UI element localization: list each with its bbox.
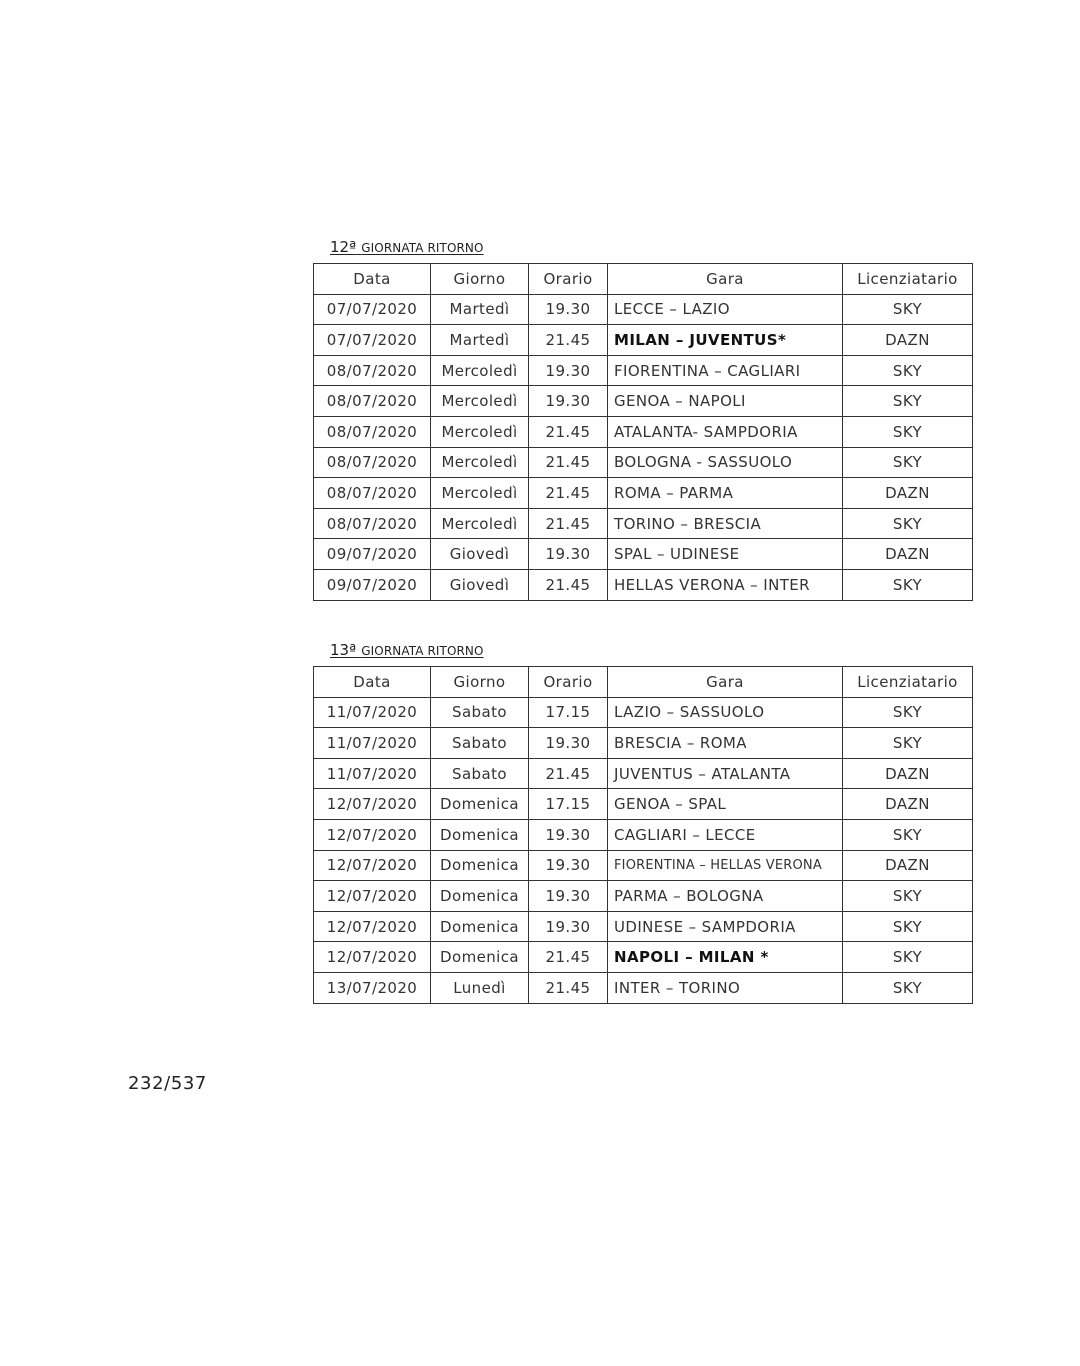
cell-giorno: Giovedì (431, 569, 529, 600)
cell-licenziatario: DAZN (843, 850, 973, 881)
round-12-section (313, 236, 972, 601)
cell-licenziatario: DAZN (843, 325, 973, 356)
cell-gara: LAZIO – SASSUOLO (608, 697, 843, 728)
cell-data: 08/07/2020 (314, 508, 431, 539)
cell-licenziatario: SKY (843, 911, 973, 942)
cell-orario: 17.15 (529, 789, 608, 820)
cell-orario: 19.30 (529, 881, 608, 912)
cell-gara: ATALANTA- SAMPDORIA (608, 416, 843, 447)
schedule-table-round-13 (313, 666, 973, 1004)
cell-orario: 19.30 (529, 294, 608, 325)
table-row (314, 539, 973, 570)
cell-giorno: Domenica (431, 850, 529, 881)
cell-giorno: Mercoledì (431, 416, 529, 447)
cell-orario: 21.45 (529, 942, 608, 973)
cell-licenziatario: SKY (843, 416, 973, 447)
cell-gara: UDINESE – SAMPDORIA (608, 911, 843, 942)
table-row (314, 508, 973, 539)
cell-data: 08/07/2020 (314, 447, 431, 478)
table-row (314, 355, 973, 386)
table-row (314, 911, 973, 942)
cell-orario: 19.30 (529, 850, 608, 881)
cell-data: 13/07/2020 (314, 972, 431, 1003)
cell-data: 07/07/2020 (314, 325, 431, 356)
cell-licenziatario: SKY (843, 355, 973, 386)
cell-licenziatario: DAZN (843, 478, 973, 509)
table-row (314, 294, 973, 325)
table-row (314, 819, 973, 850)
header-gara: Gara (608, 264, 843, 295)
cell-giorno: Giovedì (431, 539, 529, 570)
header-giorno: Giorno (431, 667, 529, 698)
table-row (314, 697, 973, 728)
cell-giorno: Domenica (431, 819, 529, 850)
cell-licenziatario: DAZN (843, 758, 973, 789)
table-row (314, 728, 973, 759)
cell-data: 07/07/2020 (314, 294, 431, 325)
cell-giorno: Sabato (431, 728, 529, 759)
cell-gara: BOLOGNA - SASSUOLO (608, 447, 843, 478)
round-13-section (313, 639, 972, 1004)
cell-data: 12/07/2020 (314, 911, 431, 942)
cell-data: 11/07/2020 (314, 728, 431, 759)
cell-data: 12/07/2020 (314, 819, 431, 850)
cell-data: 12/07/2020 (314, 789, 431, 820)
cell-giorno: Lunedì (431, 972, 529, 1003)
cell-licenziatario: DAZN (843, 789, 973, 820)
table-row (314, 569, 973, 600)
cell-data: 09/07/2020 (314, 539, 431, 570)
cell-orario: 19.30 (529, 819, 608, 850)
cell-giorno: Mercoledì (431, 447, 529, 478)
schedule-table-round-12 (313, 263, 973, 601)
cell-orario: 21.45 (529, 508, 608, 539)
cell-gara: BRESCIA – ROMA (608, 728, 843, 759)
cell-giorno: Domenica (431, 789, 529, 820)
cell-gara: GENOA – SPAL (608, 789, 843, 820)
round-13-heading (330, 639, 972, 666)
cell-data: 12/07/2020 (314, 881, 431, 912)
round-12-heading (330, 236, 972, 263)
cell-licenziatario: SKY (843, 819, 973, 850)
cell-giorno: Sabato (431, 697, 529, 728)
table-row (314, 972, 973, 1003)
table-row (314, 478, 973, 509)
table-row (314, 386, 973, 417)
cell-giorno: Mercoledì (431, 508, 529, 539)
header-data: Data (314, 667, 431, 698)
cell-licenziatario: SKY (843, 569, 973, 600)
table-row (314, 942, 973, 973)
cell-gara: MILAN – JUVENTUS* (608, 325, 843, 356)
cell-giorno: Domenica (431, 942, 529, 973)
header-orario: Orario (529, 264, 608, 295)
round-number: 12ª (330, 238, 357, 256)
header-orario: Orario (529, 667, 608, 698)
table-row (314, 416, 973, 447)
cell-data: 12/07/2020 (314, 850, 431, 881)
cell-giorno: Mercoledì (431, 478, 529, 509)
cell-orario: 19.30 (529, 539, 608, 570)
round-label: GIORNATA RITORNO (361, 644, 484, 658)
cell-licenziatario: SKY (843, 697, 973, 728)
cell-licenziatario: SKY (843, 972, 973, 1003)
cell-orario: 21.45 (529, 447, 608, 478)
cell-giorno: Mercoledì (431, 355, 529, 386)
cell-giorno: Domenica (431, 881, 529, 912)
cell-giorno: Mercoledì (431, 386, 529, 417)
cell-orario: 19.30 (529, 728, 608, 759)
cell-orario: 19.30 (529, 355, 608, 386)
cell-gara: TORINO – BRESCIA (608, 508, 843, 539)
cell-licenziatario: SKY (843, 881, 973, 912)
cell-orario: 21.45 (529, 972, 608, 1003)
cell-orario: 21.45 (529, 569, 608, 600)
cell-licenziatario: SKY (843, 447, 973, 478)
cell-orario: 17.15 (529, 697, 608, 728)
cell-gara: PARMA – BOLOGNA (608, 881, 843, 912)
cell-gara: FIORENTINA – HELLAS VERONA (608, 850, 843, 881)
header-licenziatario: Licenziatario (843, 667, 973, 698)
cell-giorno: Domenica (431, 911, 529, 942)
cell-gara: FIORENTINA – CAGLIARI (608, 355, 843, 386)
cell-orario: 19.30 (529, 386, 608, 417)
page-number: 232/537 (128, 1073, 207, 1094)
table-row (314, 850, 973, 881)
cell-licenziatario: SKY (843, 294, 973, 325)
header-giorno: Giorno (431, 264, 529, 295)
header-gara: Gara (608, 667, 843, 698)
cell-licenziatario: SKY (843, 728, 973, 759)
header-licenziatario: Licenziatario (843, 264, 973, 295)
cell-orario: 19.30 (529, 911, 608, 942)
cell-data: 08/07/2020 (314, 355, 431, 386)
header-data: Data (314, 264, 431, 295)
cell-data: 08/07/2020 (314, 416, 431, 447)
cell-licenziatario: DAZN (843, 539, 973, 570)
cell-giorno: Sabato (431, 758, 529, 789)
cell-licenziatario: SKY (843, 508, 973, 539)
cell-orario: 21.45 (529, 416, 608, 447)
cell-giorno: Martedì (431, 294, 529, 325)
cell-data: 09/07/2020 (314, 569, 431, 600)
cell-gara: ROMA – PARMA (608, 478, 843, 509)
cell-orario: 21.45 (529, 325, 608, 356)
cell-data: 08/07/2020 (314, 478, 431, 509)
table-row (314, 447, 973, 478)
table-row (314, 881, 973, 912)
cell-gara: LECCE – LAZIO (608, 294, 843, 325)
table-row (314, 789, 973, 820)
cell-licenziatario: SKY (843, 942, 973, 973)
cell-giorno: Martedì (431, 325, 529, 356)
cell-gara: SPAL – UDINESE (608, 539, 843, 570)
cell-orario: 21.45 (529, 758, 608, 789)
cell-data: 11/07/2020 (314, 758, 431, 789)
header-row (314, 667, 973, 698)
cell-gara: CAGLIARI – LECCE (608, 819, 843, 850)
cell-gara: GENOA – NAPOLI (608, 386, 843, 417)
table-row (314, 758, 973, 789)
cell-licenziatario: SKY (843, 386, 973, 417)
round-number: 13ª (330, 641, 357, 659)
cell-data: 11/07/2020 (314, 697, 431, 728)
cell-gara: NAPOLI – MILAN * (608, 942, 843, 973)
cell-data: 12/07/2020 (314, 942, 431, 973)
cell-gara: HELLAS VERONA – INTER (608, 569, 843, 600)
cell-gara: JUVENTUS – ATALANTA (608, 758, 843, 789)
table-row (314, 325, 973, 356)
cell-gara: INTER – TORINO (608, 972, 843, 1003)
header-row (314, 264, 973, 295)
cell-data: 08/07/2020 (314, 386, 431, 417)
cell-orario: 21.45 (529, 478, 608, 509)
round-label: GIORNATA RITORNO (361, 241, 484, 255)
